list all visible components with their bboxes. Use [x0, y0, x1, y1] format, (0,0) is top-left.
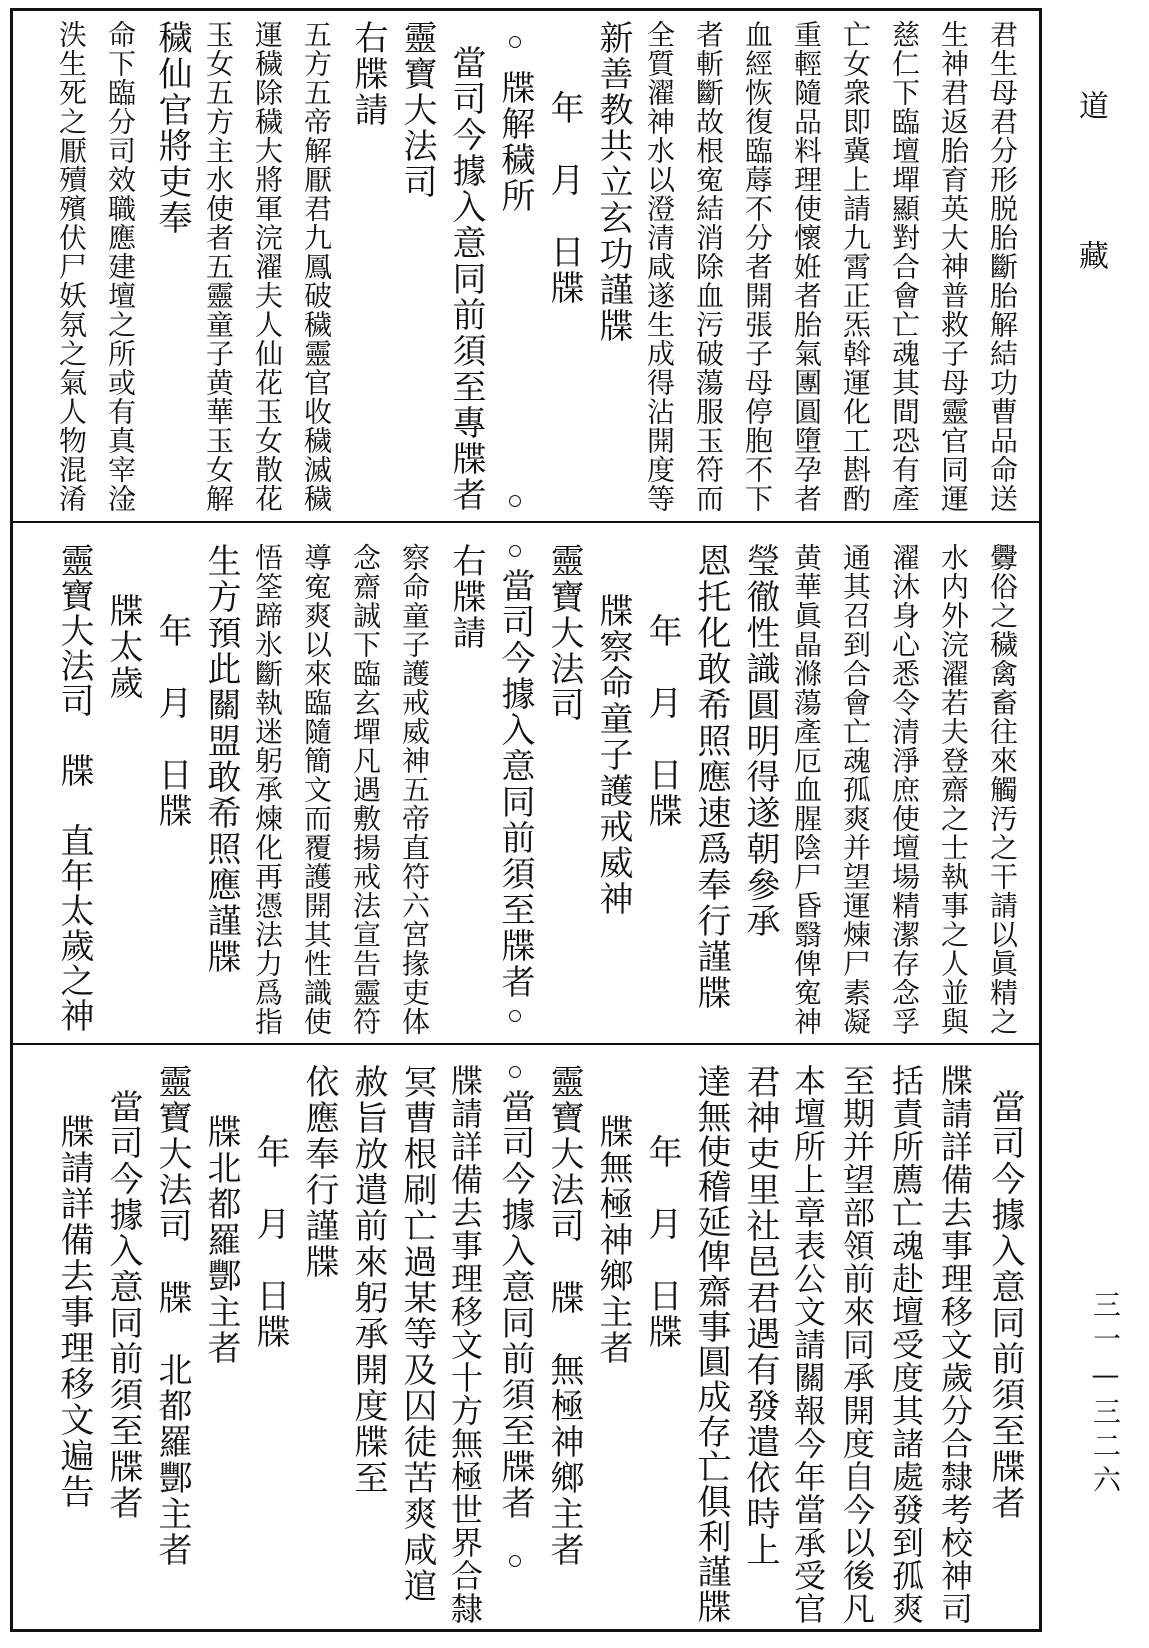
text-column: 牒北都羅酆主者	[201, 1114, 241, 1366]
text-column: 慈仁下臨壇墠顯對合會亡魂其間恐有產	[888, 20, 921, 513]
circle-mark	[509, 36, 521, 48]
text-column: 生神君返胎育英大神普救子母靈官同運	[937, 20, 970, 513]
text-column: 全質濯神水以澄清咸遂生成得沾開度等	[643, 20, 676, 513]
text-column: 黄華眞晶滌蕩產厄血腥陰尸昏翳俾寃神	[790, 543, 823, 1036]
text-column: 玉女五方主水使者五靈童子黄華玉女解	[202, 20, 235, 513]
text-column: 命下臨分司效職應建壇之所或有真宰淦	[104, 20, 137, 513]
text-column: 生方預此關盟敢希照應謹牒	[201, 543, 241, 975]
text-column: 當司今據入意同前須至牒者	[495, 1089, 535, 1521]
text-column: 右牒請	[446, 543, 486, 651]
text-column: 君生母君分形脱胎斷胎解結功曹品命送	[986, 20, 1019, 513]
circle-mark	[509, 1555, 521, 1567]
text-column: 濯沐身心悉令清淨庶使壇場精潔存念孚	[888, 543, 921, 1036]
panel-divider-2	[10, 1043, 1042, 1045]
text-column: 靈寶大法司	[397, 20, 437, 200]
text-panel-middle	[12, 543, 1040, 1037]
text-column: 牒太歲	[103, 593, 143, 701]
text-column: 念齋誠下臨玄墠凡遇敷揚戒法宣告靈符	[349, 543, 382, 1036]
text-column: 當司今據入意同前須至牒者	[985, 1089, 1025, 1521]
text-column: 者斬斷故根寃結消除血污破蕩服玉符而	[692, 20, 725, 513]
text-column: 牒察命童子護戒威神	[593, 593, 633, 917]
margin-char-zang: 藏	[1073, 240, 1108, 270]
circle-mark	[509, 545, 521, 557]
text-column: 年 月 日牒	[250, 1134, 290, 1350]
text-column: 水内外浣濯若夫登齋之士執事之人並與	[937, 543, 970, 1036]
text-column: 血經恢復臨蓐不分者開張子母停胞不下	[741, 20, 774, 513]
text-column: 年 月 日牒	[642, 613, 682, 829]
text-column: 靈寶大法司 牒 直年太歲之神	[54, 543, 94, 1033]
text-column: 右牒請	[348, 20, 388, 128]
text-column: 牒請詳備去事理移文遍告	[54, 1114, 94, 1510]
text-column: 牒請詳備去事理移文十方無極世界合隸	[446, 1064, 484, 1625]
text-column: 通其召到合會亡魂孤爽并望運煉尸素凝	[839, 543, 872, 1036]
circle-mark	[509, 1066, 521, 1078]
text-column: 察命童子護戒威神五帝直符六宮掾吏体	[398, 543, 431, 1036]
text-column: 新善教共立玄功謹牒	[593, 20, 633, 344]
text-column: 恩托化敢希照應速爲奉行謹牒	[691, 543, 731, 1011]
text-column: 牒無極神鄉主者	[593, 1114, 633, 1366]
text-column: 赦旨放遣前來躬承開度牒至	[348, 1064, 388, 1496]
text-column: 至期并望部領前來同承開度自今以後凡	[838, 1064, 876, 1625]
text-panel-bottom	[12, 1064, 1040, 1626]
circle-mark	[509, 495, 521, 507]
text-column: 本壇所上章表公文請關報今年當承受官	[789, 1064, 827, 1625]
text-panel-top	[12, 20, 1040, 516]
margin-char-dao: 道	[1073, 90, 1108, 120]
text-column: 靈寶大法司	[544, 543, 584, 723]
text-column: 當司今據入意同前須至牒者	[495, 568, 535, 1000]
text-column: 君神吏里社邑君遇有發遣依時上	[740, 1064, 780, 1568]
text-column: 瑩徹性識圓明得遂朝參承	[740, 543, 780, 939]
text-column: 穢仙官將吏奉	[152, 20, 192, 236]
text-column: 牒解穢所	[495, 70, 535, 214]
page-number: 三一—三二六	[1089, 1290, 1122, 1499]
text-column: 導寃爽以來臨隨簡文而覆護開其性識使	[300, 543, 333, 1036]
text-column: 年 月 日牒	[642, 1134, 682, 1350]
text-column: 括責所薦亡魂赴壇受度其諸處發到孤爽	[887, 1064, 925, 1625]
text-column: 靈寶大法司 牒 北都羅酆主者	[152, 1064, 192, 1568]
panel-divider-1	[10, 521, 1042, 523]
text-column: 亡女衆即冀上請九霄正炁斡運化工斟酌	[839, 20, 872, 513]
text-column: 當司今據入意同前須至專牒者	[446, 45, 486, 513]
text-column: 五方五帝解厭君九鳳破穢靈官收穢滅穢	[300, 20, 333, 513]
text-column: 泆生死之厭殰殯伏尸妖氛之氣人物混淆	[55, 20, 88, 513]
circle-mark	[509, 1010, 521, 1022]
text-column: 重輕隨品料理使懷姙者胎氣團圓墮孕者	[790, 20, 823, 513]
text-column: 靈寶大法司 牒 無極神鄉主者	[544, 1064, 584, 1568]
text-column: 悟筌蹄氷斷執迷躬承煉化再憑法力爲指	[251, 543, 284, 1036]
text-column: 年 月 日牒	[152, 613, 192, 829]
text-column: 年 月 日牒	[544, 90, 584, 306]
text-column: 冥曹根刷亡過某等及囚徒苦爽咸逭	[397, 1064, 437, 1604]
text-column: 釁俗之穢禽畜往來觸汚之干請以眞精之	[986, 543, 1019, 1036]
text-column: 依應奉行謹牒	[299, 1064, 339, 1280]
text-column: 牒請詳備去事理移文歲分合隸考校神司	[936, 1064, 974, 1625]
text-column: 達無使稽延俾齋事圓成存亡俱利謹牒	[691, 1064, 731, 1624]
text-column: 運穢除穢大將軍浣濯夫人仙花玉女散花	[251, 20, 284, 513]
text-column: 當司今據入意同前須至牒者	[103, 1089, 143, 1521]
